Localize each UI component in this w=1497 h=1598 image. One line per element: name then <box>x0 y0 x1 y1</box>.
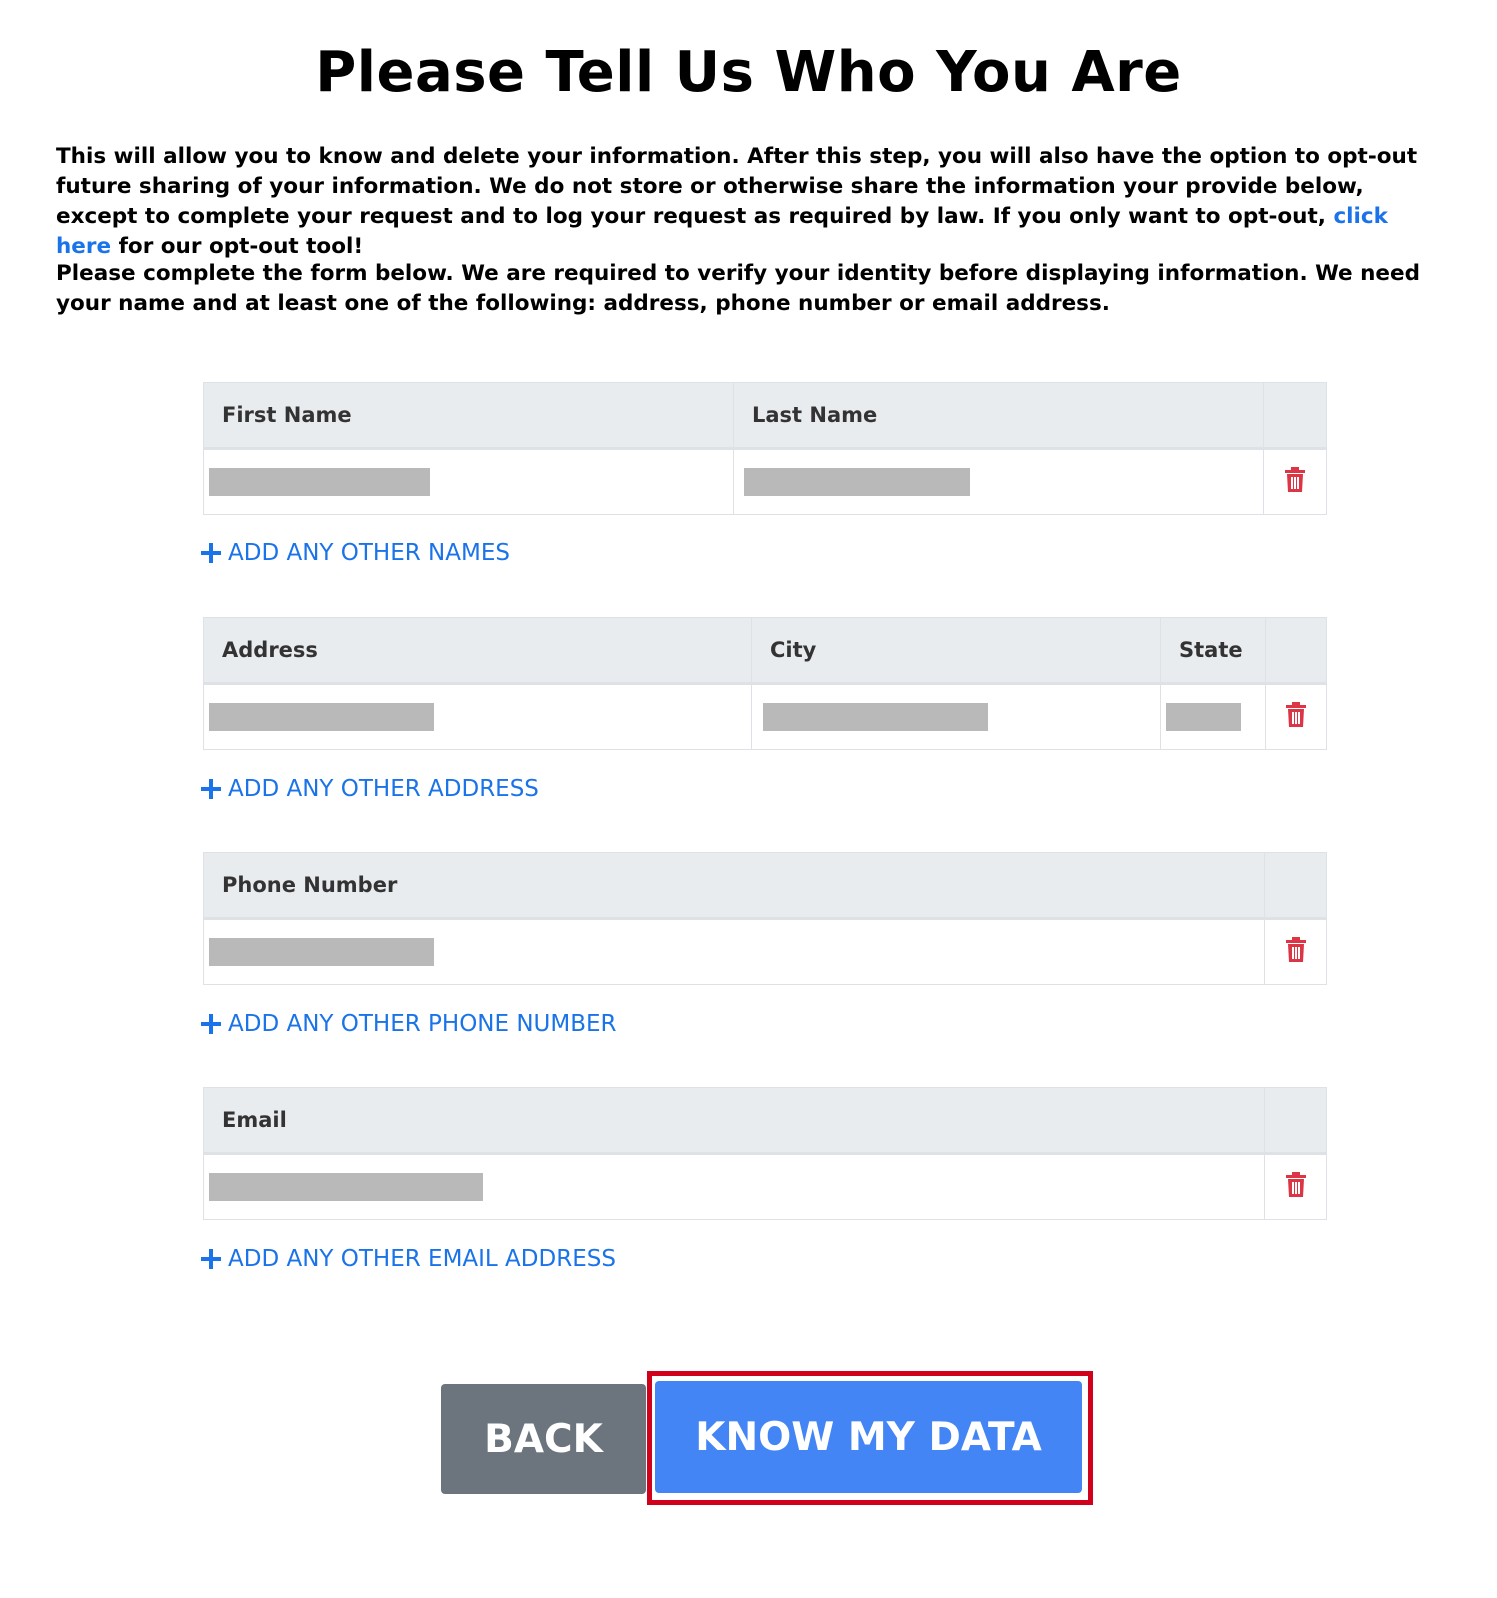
intro-text-end: for our opt-out tool! <box>111 234 364 259</box>
plus-icon <box>201 1249 221 1269</box>
page-title: Please Tell Us Who You Are <box>315 40 1182 105</box>
first-name-input[interactable] <box>209 468 430 496</box>
back-button[interactable]: BACK <box>441 1384 646 1494</box>
city-cell <box>752 684 1161 750</box>
address-cell <box>204 684 752 750</box>
city-input[interactable] <box>763 703 988 731</box>
trash-icon[interactable] <box>1285 1172 1307 1202</box>
email-cell <box>204 1154 1265 1220</box>
last-name-input[interactable] <box>744 468 970 496</box>
action-header <box>1264 383 1327 449</box>
address-header: Address <box>204 618 752 684</box>
trash-icon[interactable] <box>1285 702 1307 732</box>
intro-text: This will allow you to know and delete your information. After this step, you will also have the option to opt-out future sharing of your information. We do not store or otherwise share the information your provide below, except to complete your request and to log your request as required by law. If you only want to opt-out, <box>56 144 1418 229</box>
email-header: Email <box>204 1088 1265 1154</box>
address-input[interactable] <box>209 703 434 731</box>
delete-cell <box>1265 919 1327 985</box>
plus-icon <box>201 543 221 563</box>
table-row <box>204 449 1327 515</box>
add-email-label: ADD ANY OTHER EMAIL ADDRESS <box>228 1246 616 1272</box>
phone-input[interactable] <box>209 938 434 966</box>
add-email-link[interactable] <box>201 1246 616 1272</box>
delete-cell <box>1266 684 1327 750</box>
add-phone-label: ADD ANY OTHER PHONE NUMBER <box>228 1011 617 1037</box>
trash-icon[interactable] <box>1285 937 1307 967</box>
add-names-label: ADD ANY OTHER NAMES <box>228 540 510 566</box>
first-name-header: First Name <box>204 383 734 449</box>
intro-paragraph <box>56 142 1446 262</box>
state-header: State <box>1161 618 1266 684</box>
address-table <box>203 617 1327 750</box>
action-header <box>1266 618 1327 684</box>
email-input[interactable] <box>209 1173 483 1201</box>
phone-cell <box>204 919 1265 985</box>
action-header <box>1265 853 1327 919</box>
city-header: City <box>752 618 1161 684</box>
instructions-paragraph: Please complete the form below. We are required to verify your identity before displaying information. We need your name and at least one of the following: address, phone number or email address. <box>56 261 1420 316</box>
delete-cell <box>1265 1154 1327 1220</box>
add-address-link[interactable] <box>201 776 539 802</box>
plus-icon <box>201 779 221 799</box>
last-name-header: Last Name <box>734 383 1264 449</box>
add-address-label: ADD ANY OTHER ADDRESS <box>228 776 539 802</box>
phone-header: Phone Number <box>204 853 1265 919</box>
table-row <box>204 684 1327 750</box>
email-table <box>203 1087 1327 1220</box>
last-name-cell <box>734 449 1264 515</box>
opt-out-link[interactable]: click here <box>56 204 1388 259</box>
know-my-data-button[interactable]: KNOW MY DATA <box>655 1381 1082 1493</box>
plus-icon <box>201 1014 221 1034</box>
table-row <box>204 919 1327 985</box>
add-names-link[interactable] <box>201 540 510 566</box>
names-table <box>203 382 1327 515</box>
state-input[interactable] <box>1166 703 1241 731</box>
table-row <box>204 1154 1327 1220</box>
delete-cell <box>1264 449 1327 515</box>
phone-table <box>203 852 1327 985</box>
trash-icon[interactable] <box>1284 467 1306 497</box>
first-name-cell <box>204 449 734 515</box>
action-header <box>1265 1088 1327 1154</box>
state-cell <box>1161 684 1266 750</box>
add-phone-link[interactable] <box>201 1011 617 1037</box>
